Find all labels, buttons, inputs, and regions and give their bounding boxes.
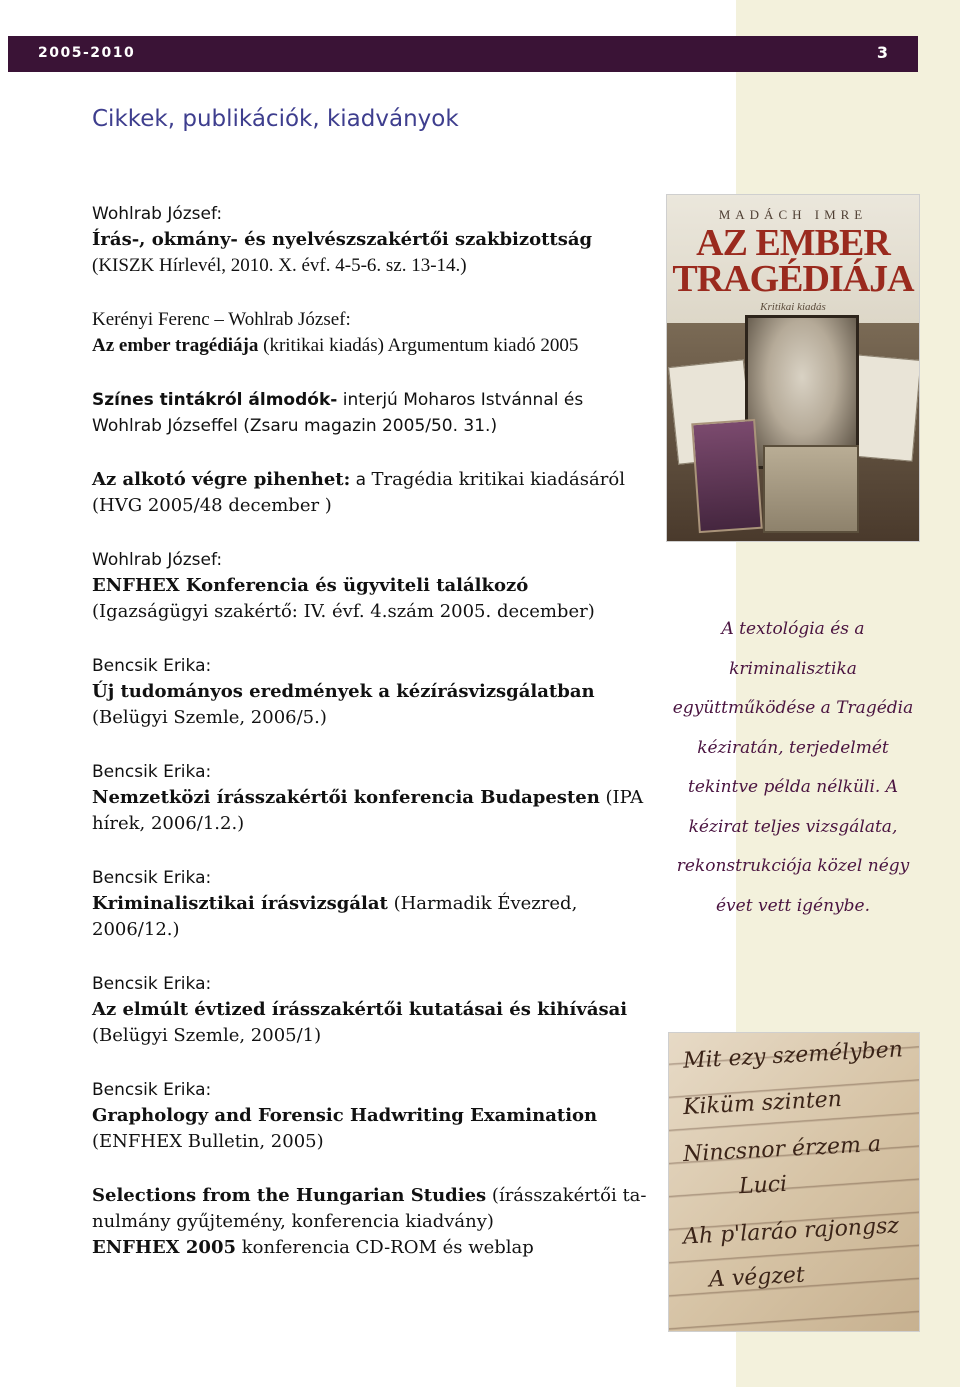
entry-title: ENFHEX Konferencia és ügyviteli találkozó [92,575,529,596]
entry-author: Bencsik Erika: [92,1080,212,1100]
entry-source: (Belügyi Szemle, 2006/5.) [92,707,327,728]
manuscript-line: A végzet [708,1262,806,1293]
manuscript-line: Mit ezy személyben [682,1037,904,1074]
entry-author: Bencsik Erika: [92,974,212,994]
entry-author: Wohlrab József: [92,550,223,570]
manuscript-line: Kiküm szinten [682,1086,843,1121]
entry-title: Az elmúlt évtized írásszakértői kutatásai és kihívásai [92,999,628,1020]
entry-source: (írásszakértői ta-nulmány gyűjtemény, konferencia kiadvány) [92,1185,647,1232]
entry-title: Írás-, okmány- és nyelvészszakértői szakbizottság [92,229,593,250]
entry-source: (ENFHEX Bulletin, 2005) [92,1131,324,1152]
entry-title: Új tudományos eredmények a kézírásvizsgálatban [92,681,595,702]
entry-author: Bencsik Erika: [92,868,212,888]
publication-entry [92,307,652,359]
entry-source: (Harmadik Évezred, 2006/12.) [92,893,578,940]
publication-entry [92,1183,652,1261]
manuscript-line: Nincsnor érzem a [682,1131,882,1168]
manuscript-line: Luci [738,1171,788,1200]
entry-source: (Igazságügyi szakértő: IV. évf. 4.szám 2005. december) [92,601,595,622]
entry-title: Színes tintákról álmodók- [92,390,338,410]
publication-list [92,201,652,1289]
entry-title: Selections from the Hungarian Studies [92,1185,487,1206]
entry-title: Nemzetközi írásszakértői konferencia Budapesten [92,787,600,808]
entry-connector: a [350,470,372,490]
entry-source-2: konferencia CD-ROM és weblap [236,1237,534,1258]
entry-author: Kerényi Ferenc – Wohlrab József: [92,309,351,330]
section-title: Cikkek, publikációk, kiadványok [92,106,459,132]
old-book [763,445,859,533]
book-title-line1: AZ EMBER [696,222,890,264]
entry-author: Wohlrab József: [92,204,223,224]
entry-source: Tragédia kritikai kiadásáról (HVG 2005/48 december ) [92,469,625,516]
pull-quote: A textológia és a kriminalisztika együttműködése a Tragédia kéziratán, terjedelmét tekintve példa nélküli. A kézirat teljes vizsgálata, rekonstrukciója közel négy évet vett igénybe. [672,619,914,916]
header-year-range: 2005-2010 [38,45,136,61]
entry-source: (KISZK Hírlevél, 2010. X. évf. 4-5-6. sz. 13-14.) [92,255,467,276]
entry-source: (IPA hírek, 2006/1.2.) [92,787,644,834]
publication-entry [92,201,652,279]
old-book [691,419,763,533]
book-cover-photo [666,194,920,542]
publication-entry [92,759,652,837]
book-title-line2: TRAGÉDIÁJA [672,258,914,300]
book-subtitle: Kritikai kiadás [760,301,826,313]
manuscript-line: Ah p'laráo rajongsz [682,1213,900,1250]
publication-entry [92,1077,652,1155]
entry-title: Az alkotó végre pihenhet: [92,469,351,490]
book-title [667,222,919,300]
page-number: 3 [876,43,888,62]
entry-title: Az ember tragédiája [92,335,259,356]
manuscript-photo [668,1032,920,1332]
book-author: MADÁCH IMRE [718,207,868,222]
entry-title: Kriminalisztikai írásvizsgálat [92,893,388,914]
publication-entry [92,865,652,943]
entry-source: (kritikai kiadás) Argumentum kiadó 2005 [258,335,579,356]
header-bar [8,36,918,72]
publication-entry [92,547,652,625]
entry-author: Bencsik Erika: [92,656,212,676]
entry-subtitle: ENFHEX 2005 [92,1237,237,1258]
entry-title: Graphology and Forensic Hadwriting Examination [92,1105,598,1126]
entry-source: interjú Moharos Istvánnal és Wohlrab Józseffel (Zsaru magazin 2005/50. 31.) [92,390,584,436]
entry-source: (Belügyi Szemle, 2005/1) [92,1025,322,1046]
publication-entry [92,653,652,731]
publication-entry [92,387,652,439]
publication-entry [92,971,652,1049]
publication-entry [92,467,652,519]
entry-author: Bencsik Erika: [92,762,212,782]
